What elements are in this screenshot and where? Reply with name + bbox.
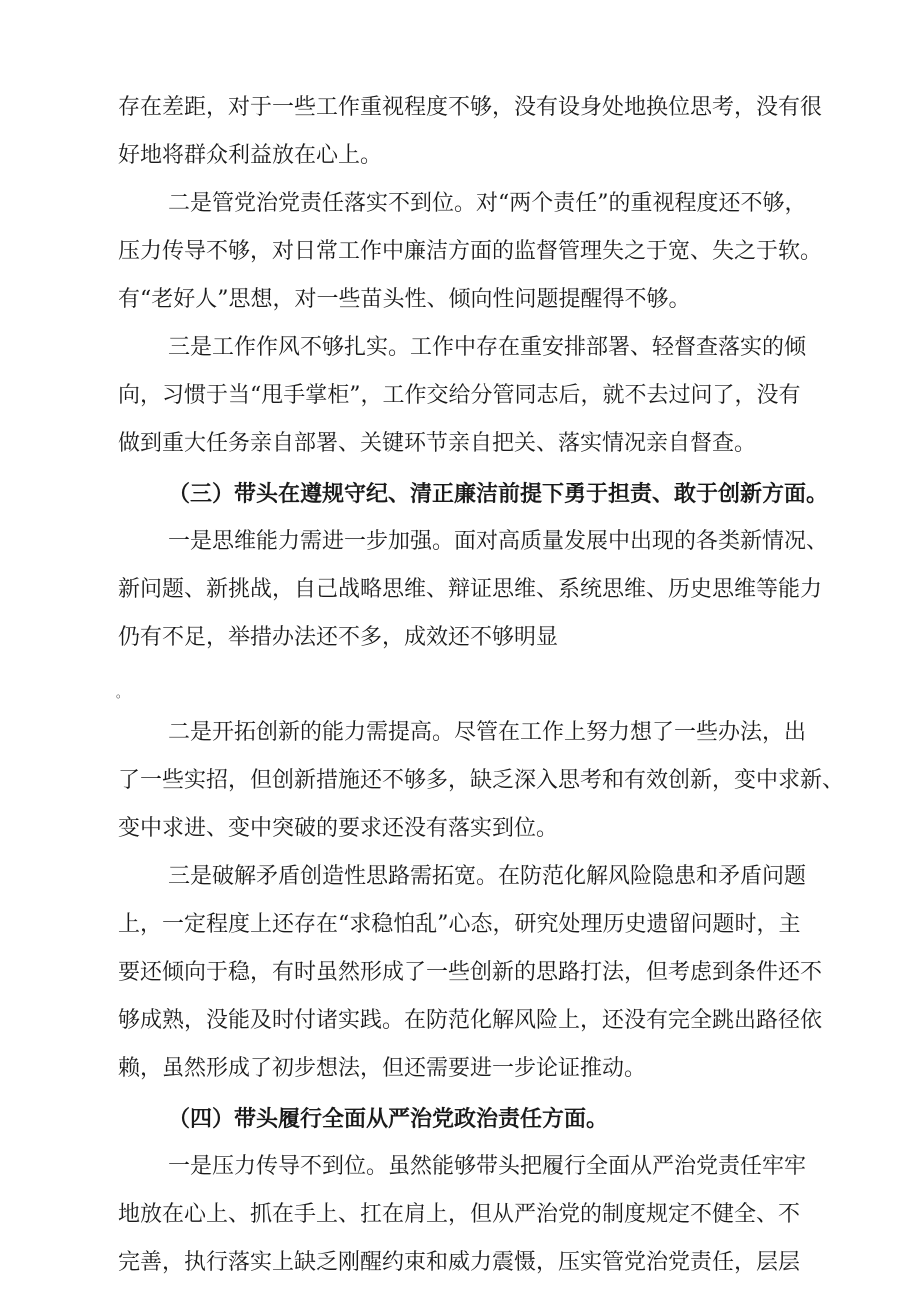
text-line: 变中求进、变中突破的要求还没有落实到位。	[118, 816, 559, 841]
text-line: 有“老好人”思想，对一些苗头性、倾向性问题提醒得不够。	[118, 287, 691, 312]
text-line: 上，一定程度上还存在“求稳怕乱”心态，研究处理历史遗留问题时，主	[118, 912, 801, 937]
text-line: 够成熟，没能及时付诸实践。在防范化解风险上，还没有完全跳出路径依	[118, 1008, 823, 1033]
section-heading: （三）带头在遵规守纪、清正廉洁前提下勇于担责、敢于创新方面。	[168, 481, 829, 507]
text-line: 新问题、新挑战，自己战略思维、辩证思维、系统思维、历史思维等能力	[118, 577, 823, 602]
text-line: 要还倾向于稳，有时虽然形成了一些创新的思路打法，但考虑到条件还不	[118, 960, 823, 985]
text-line: 三是破解矛盾创造性思路需拓宽。在防范化解风险隐患和矛盾问题	[168, 864, 807, 889]
text-line: 压力传导不够，对日常工作中廉洁方面的监督管理失之于宽、失之于软。	[118, 239, 823, 264]
text-line: 了一些实招，但创新措施还不够多，缺乏深入思考和有效创新，变中求新、	[118, 768, 845, 793]
text-line: 好地将群众利益放在心上。	[118, 143, 383, 168]
text-line: 完善，执行落实上缺乏刚醒约束和威力震慑，压实管党治党责任，层层	[118, 1250, 801, 1275]
text-line: 地放在心上、抓在手上、扛在肩上，但从严治党的制度规定不健全、不	[118, 1202, 801, 1227]
text-line: 向，习惯于当“甩手掌柜”，工作交给分管同志后，就不去过问了，没有	[118, 383, 801, 408]
text-line: 三是工作作风不够扎实。工作中存在重安排部署、轻督查落实的倾	[168, 335, 807, 360]
text-line: 做到重大任务亲自部署、关键环节亲自把关、落实情况亲自督查。	[118, 431, 757, 456]
text-line: 二是开拓创新的能力需提高。尽管在工作上努力想了一些办法，出	[168, 720, 807, 745]
text-line: 二是管党治党责任落实不到位。对“两个责任”的重视程度还不够，	[168, 191, 807, 216]
text-line: 一是压力传导不到位。虽然能够带头把履行全面从严治党责任牢牢	[168, 1154, 807, 1179]
text-line: 。	[116, 686, 129, 700]
text-line: 仍有不足，举措办法还不多，成效还不够明显	[118, 625, 559, 650]
text-line: 存在差距，对于一些工作重视程度不够，没有设身处地换位思考，没有很	[118, 95, 823, 120]
text-line: 赖，虽然形成了初步想法，但还需要进一步论证推动。	[118, 1056, 647, 1081]
section-heading: （四）带头履行全面从严治党政治责任方面。	[168, 1106, 609, 1132]
text-line: 一是思维能力需进一步加强。面对高质量发展中出现的各类新情况、	[168, 529, 829, 554]
